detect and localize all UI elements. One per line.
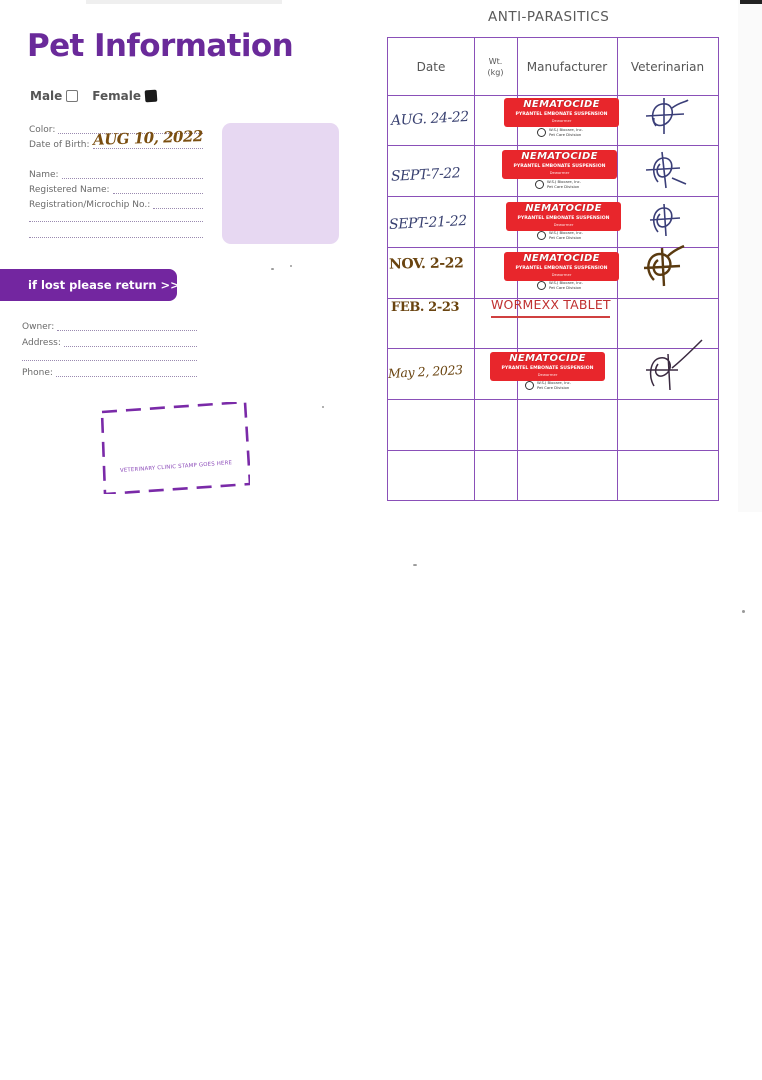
phone-field[interactable] bbox=[22, 367, 197, 378]
male-label: Male bbox=[30, 89, 63, 103]
manufacturer-mark: W.S.J Biocare, Inc. Pet Care Division bbox=[535, 180, 581, 189]
manufacturer-logo-icon bbox=[525, 381, 534, 390]
header-veterinarian: Veterinarian bbox=[630, 59, 705, 74]
row-date: AUG. 24-22 bbox=[390, 108, 470, 130]
nematocide-label: NEMATOCIDE PYRANTEL EMBONATE SUSPENSION Dewormer bbox=[502, 150, 617, 179]
manufacturer-logo-icon bbox=[537, 128, 546, 137]
header-manufacturer: Manufacturer bbox=[526, 59, 608, 74]
vet-signature bbox=[640, 244, 686, 288]
blank-line bbox=[22, 360, 197, 361]
manufacturer-logo-icon bbox=[537, 231, 546, 240]
stamp-placeholder-text: VETERINARY CLINIC STAMP GOES HERE bbox=[119, 460, 233, 474]
sex-selector bbox=[30, 87, 157, 105]
address-label: Address: bbox=[22, 338, 61, 348]
row-date: SEPT-7-22 bbox=[390, 165, 461, 185]
nematocide-label: NEMATOCIDE PYRANTEL EMBONATE SUSPENSION Dewormer bbox=[504, 252, 619, 281]
name-label: Name: bbox=[29, 170, 59, 180]
dob-handwritten-value: AUG 10, 2022 bbox=[92, 127, 204, 149]
panel-edge bbox=[86, 0, 282, 4]
nematocide-label: NEMATOCIDE PYRANTEL EMBONATE SUSPENSION Dewormer bbox=[506, 202, 621, 231]
manufacturer-mark: W.S.J Biocare, Inc. Pet Care Division bbox=[525, 381, 571, 390]
name-field[interactable] bbox=[29, 169, 203, 180]
vet-signature bbox=[644, 200, 688, 240]
blank-line bbox=[29, 237, 203, 238]
owner-label: Owner: bbox=[22, 322, 55, 332]
registration-field[interactable] bbox=[29, 199, 203, 210]
female-checkbox[interactable] bbox=[145, 90, 158, 103]
header-date: Date bbox=[416, 59, 446, 74]
vet-signature bbox=[642, 336, 706, 392]
speck bbox=[271, 268, 274, 270]
row-date: NOV. 2-22 bbox=[388, 255, 464, 273]
registered-name-label: Registered Name: bbox=[29, 185, 110, 195]
pet-photo-area bbox=[222, 123, 339, 244]
row-date: May 2, 2023 bbox=[387, 362, 463, 381]
page-edge bbox=[738, 0, 762, 512]
speck bbox=[322, 406, 324, 408]
clinic-stamp-area bbox=[100, 402, 250, 494]
lost-banner: if lost please return >> bbox=[0, 269, 177, 301]
row-date: FEB. 2-23 bbox=[391, 300, 460, 315]
speck bbox=[742, 610, 745, 613]
manufacturer-mark: W.S.J Biocare, Inc. Pet Care Division bbox=[537, 231, 583, 240]
page-title: Pet Information bbox=[27, 28, 294, 64]
male-checkbox[interactable] bbox=[66, 90, 78, 102]
speck bbox=[413, 564, 417, 566]
female-label: Female bbox=[92, 89, 141, 103]
vet-signature bbox=[642, 148, 690, 190]
nematocide-label: NEMATOCIDE PYRANTEL EMBONATE SUSPENSION Dewormer bbox=[490, 352, 605, 381]
header-weight: Wt. (kg) bbox=[487, 56, 504, 77]
nematocide-label: NEMATOCIDE PYRANTEL EMBONATE SUSPENSION Dewormer bbox=[504, 98, 619, 127]
phone-label: Phone: bbox=[22, 368, 53, 378]
owner-field[interactable] bbox=[22, 321, 197, 332]
vet-signature bbox=[642, 96, 690, 138]
anti-parasitics-title: ANTI-PARASITICS bbox=[488, 9, 610, 25]
speck bbox=[290, 265, 292, 267]
manufacturer-logo-icon bbox=[535, 180, 544, 189]
dob-label: Date of Birth: bbox=[29, 140, 90, 150]
wormexx-product: WORMEXX TABLET bbox=[491, 297, 611, 312]
blank-line bbox=[29, 221, 203, 222]
wormexx-underline bbox=[491, 316, 610, 318]
manufacturer-logo-icon bbox=[537, 281, 546, 290]
registered-name-field[interactable] bbox=[29, 184, 203, 195]
manufacturer-mark: W.S.J Biocare, Inc. Pet Care Division bbox=[537, 281, 583, 290]
manufacturer-mark: W.S.J Biocare, Inc. Pet Care Division bbox=[537, 128, 583, 137]
address-field[interactable] bbox=[22, 337, 197, 348]
color-label: Color: bbox=[29, 125, 56, 135]
row-date: SEPT-21-22 bbox=[388, 212, 468, 234]
registration-label: Registration/Microchip No.: bbox=[29, 200, 151, 210]
